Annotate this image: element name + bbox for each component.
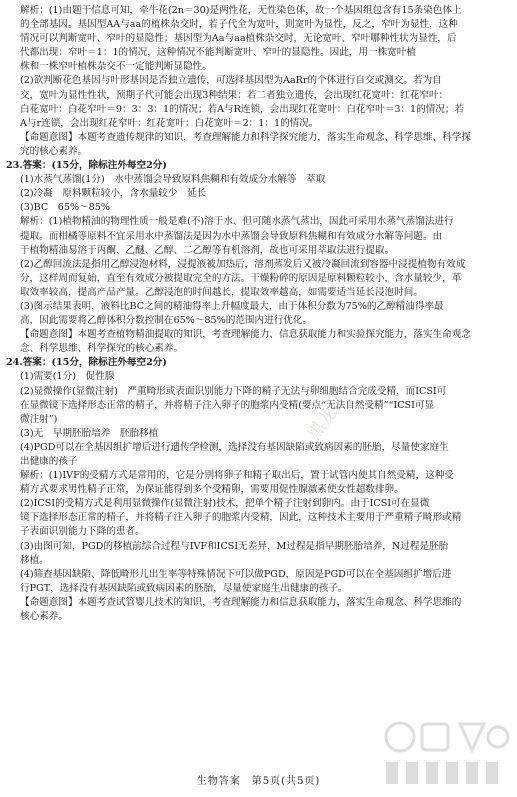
text-line: 精方式要求男性精子正常，为保证能得到多个受精卵，需要用促性腺激素使女性超数排卵。 (20, 484, 404, 496)
answer-body (6, 4, 506, 624)
text-line: 代都出现：窄叶＝1：1的情况，这种情况不能判断宽叶、窄叶的显隐性。因此，用一株宽叶植 (20, 47, 416, 59)
text-line: 究的核心素养。 (20, 145, 88, 157)
text-line: 微注射”) (20, 413, 58, 425)
text-line: 【命题意图】本题考查试管婴儿技术的知识，考查理解能力和信息获取能力，落实生命观念、科学思维的 (20, 596, 462, 608)
text-line: (2)显微操作(显微注射) 严重畸形或表面识别能力下降的精子无法与卵细胞结合完成受精，而ICSI可 (20, 385, 447, 397)
text-line: 分，这样周而复始，直至有效成分被提取完全的方法。干燥粉碎的原因是原料颗粒较小，含水量较少，革 (20, 272, 462, 284)
text-line: 在显微镜下选择形态正常的精子，并将精子注入卵子的胞浆内受精(要点“无法自然受精”“ICSI可显 (20, 399, 435, 411)
text-line: 行PGT，选择没有基因缺陷或致病因素的胚胎，尽量使家庭生出健康的孩子。 (20, 582, 348, 594)
text-line: (1)需要(1分) 促性腺 (20, 371, 115, 383)
text-line: 念、科学思维、科学探究的核心素养。 (20, 343, 184, 355)
text-line: 白花宽叶：白花窄叶＝9：3：3：1的情况；若A与R连锁，会出现红花宽叶：白花窄叶＝3：1的情况；若 (20, 103, 465, 115)
text-line: 解析：(1)IVF的受精方式是常用的，它是分别将卵子和精子取出后，置于试管内使其自然受精，这种受 (20, 470, 454, 482)
text-line: (4)PGD可以在全基因组扩增后进行遗传学检测，选择没有基因缺陷或致病因素的胚胎，尽量使家庭生 (20, 441, 449, 453)
text-line: (4)筛查基因缺陷、降低畸形儿出生率等特殊情况下可以做PGD，原因是PGD可以在全基因组扩增后进 (20, 568, 452, 580)
text-line: (3)BC 65%～85% (20, 202, 110, 214)
page-footer: 生物答案 第5页(共5页) (196, 776, 321, 787)
text-line: 出健康的孩子 (20, 456, 78, 467)
text-line: 于植物精油易溶于丙酮、乙醚、乙醇、二乙醇等有机溶剂，故也可采用萃取法进行提取。 (20, 244, 395, 256)
watermark-stamp: 黑龙江 (303, 388, 352, 445)
text-line: 的全部基因。基因型AA与aa的植株杂交时，若子代全为宽叶，则宽叶为显性，反之，窄叶为显性，这种 (20, 19, 458, 31)
text-line: (2)冷凝 原料颗粒较小，含水量较少 延长 (20, 188, 207, 200)
text-line: (3)无 早期胚胎培养 胚胎移植 (20, 427, 159, 439)
text-line: 23.答案：(15分，除标注外每空2分) (6, 160, 167, 172)
text-line: (2)欲判断花色基因与叶形基因是否独立遗传，可选择基因型为AaRr的个体进行自交或测交。若为自 (20, 75, 442, 87)
text-line: 移植。 (20, 554, 49, 566)
text-line: 情况可以判断宽叶、窄叶的显隐性；基因型为Aa与aa植株杂交时，无论宽叶、窄叶哪种性状为显性，后 (20, 33, 457, 45)
text-line: 提取。而柑橘等原料不宜采用水中蒸馏法是因为水中蒸馏会导致原料焦糊和有效成分水解等问题。由 (20, 230, 443, 242)
text-line: (1)水蒸气蒸馏(1分) 水中蒸馏会导致原料焦糊和有效成分水解等 萃取 (20, 174, 326, 186)
text-line: 子表面识别能力下降的患者。 (20, 526, 145, 538)
text-line: (3)由图可知，PGD的移植前综合过程与IVF和ICSI无差异，M过程是指早期胚胎培养，N过程是胚胎 (20, 540, 449, 552)
text-line: (2)ICSI的受精方式是利用显微操作(显微注射)技术，把单个精子注射到卵内。由于ICSI可在显微 (20, 498, 430, 510)
text-line: 交，宽叶为显性性状，预期子代可能会出现3种结果：若二者独立遗传，会出现红花宽叶：红花窄叶： (20, 89, 449, 101)
text-line: 24.答案：(15分，除标注外每空2分) (6, 357, 167, 369)
text-line: 核心素养。 (20, 611, 68, 623)
text-line: (3)图示结果表明，液料比BC之间的精油得率上升幅度最大，由于体积分数为75%的乙醇精油得率最 (20, 300, 444, 312)
text-line: A与r连锁，会出现红花窄叶：红花宽叶：白花宽叶＝2：1：1的情况。 (20, 117, 319, 129)
text-line: (2)乙醇回流法是指用乙醇浸泡材料，浸提液被加热后，溶剂蒸发后又被冷凝回流到容器中浸提植物有效成 (20, 258, 466, 270)
text-line: 高，因此需要将乙醇体积分数控制在65%～85%的范围内进行优化。 (20, 315, 313, 327)
text-line: 解析：(1)植物精油的物理性质一般是难(不)溶于水、但可随水蒸气蒸出，因此可采用水蒸气蒸馏法进行 (20, 216, 454, 228)
text-line: 【命题意图】本题考查遗传规律的知识，考查理解能力和科学探究能力，落实生命观念、科学思维、科学探 (20, 131, 471, 143)
text-line: 株和一株窄叶植株杂交不一定能判断显隐性。 (20, 61, 212, 73)
text-line: 【命题意图】本题考查植物精油提取的知识，考查理解能力、信息获取能力和实验探究能力，落实生命观念 (20, 329, 471, 341)
text-line: 取效率较高，提高产品产量。乙醇浸泡的时间越长，提取效率越高，如需要适当延长浸泡时间。 (20, 286, 423, 298)
text-line: 镜下选择形态正常的精子，并将精子注入卵子的胞浆内受精，因此，这种技术主要用于严重精子畸形或精 (20, 512, 462, 524)
text-line: 解析：(1)由题干信息可知，牵牛花(2n＝30)是两性花，无性染色体，故一个基因组包含有15条染色体上 (20, 5, 462, 16)
